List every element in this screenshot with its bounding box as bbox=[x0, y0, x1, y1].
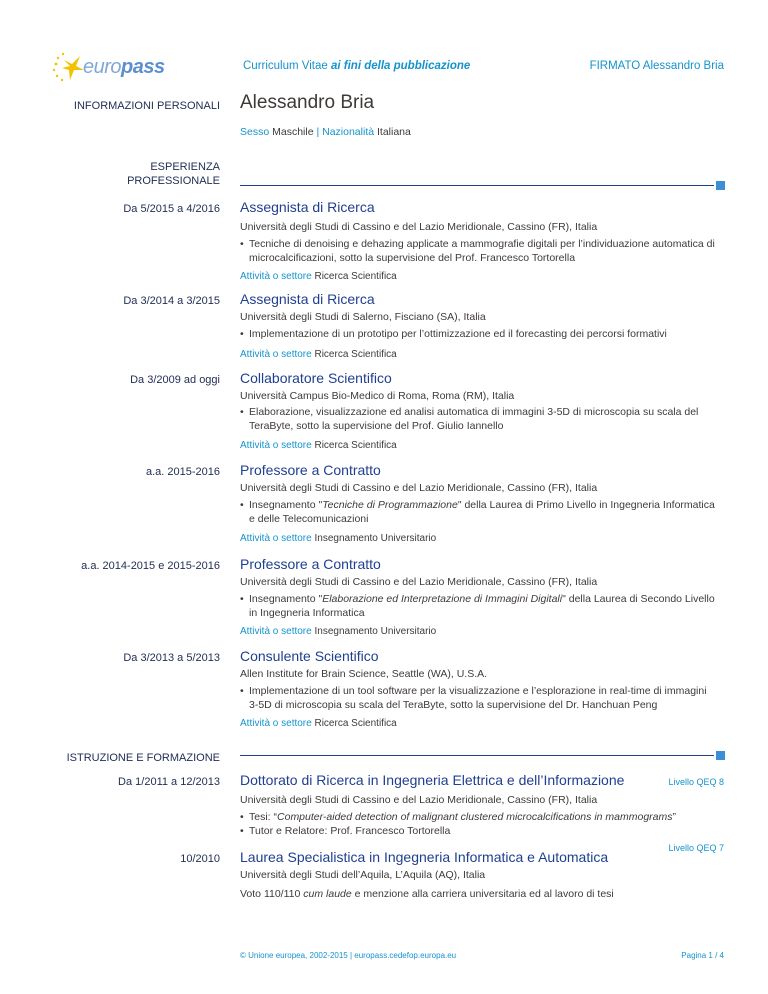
exp-date: a.a. 2014-2015 e 2015-2016 bbox=[81, 560, 220, 572]
edu-tutor: • Tutor e Relatore: Prof. Francesco Tortorella bbox=[240, 825, 733, 839]
section-experience-line2: PROFESSIONALE bbox=[127, 175, 220, 187]
nationality-value: Italiana bbox=[377, 126, 411, 138]
cv-header-label bbox=[243, 60, 470, 72]
exp-date: a.a. 2015-2016 bbox=[145, 466, 220, 478]
exp-title: Collaboratore Scientifico bbox=[240, 370, 392, 386]
exp-sector: Attività o settore Ricerca Scientifica bbox=[240, 271, 397, 282]
exp-org: Università degli Studi di Cassino e del Lazio Meridionale, Cassino (FR), Italia bbox=[240, 576, 598, 588]
footer-page-number: Pagina 1 / 4 bbox=[681, 951, 724, 960]
edu-thesis: • Tesi: “Computer-aided detection of malignant clustered microcalcifications in mammograms” bbox=[240, 811, 733, 825]
edu-level: Livello QEQ 8 bbox=[668, 777, 724, 787]
section-marker-education bbox=[716, 751, 725, 760]
section-education: ISTRUZIONE E FORMAZIONE bbox=[66, 752, 220, 764]
exp-org: Università Campus Bio-Medico di Roma, Roma (RM), Italia bbox=[240, 390, 515, 402]
exp-desc: • Elaborazione, visualizzazione ed analisi automatica di immagini 3-5D di microscopia su scala del TeraByte, sotto la supervisione del Prof. Giulio Iannello bbox=[240, 406, 733, 433]
exp-title: Assegnista di Ricerca bbox=[240, 199, 375, 215]
exp-sector: Attività o settore Ricerca Scientifica bbox=[240, 440, 397, 451]
exp-org: Università degli Studi di Cassino e del Lazio Meridionale, Cassino (FR), Italia bbox=[240, 221, 598, 233]
section-marker-experience bbox=[716, 181, 725, 190]
separator: | bbox=[316, 126, 320, 138]
section-divider-education bbox=[240, 755, 714, 756]
exp-desc: • Tecniche di denoising e dehazing applicate a mammografie digitali per l’individuazione automatica di microcalcificazioni, sotto la supervisione del Prof. Francesco Tortorella bbox=[240, 238, 733, 265]
exp-date: Da 5/2015 a 4/2016 bbox=[123, 203, 220, 215]
personal-details bbox=[240, 126, 411, 138]
exp-org: Università degli Studi di Cassino e del Lazio Meridionale, Cassino (FR), Italia bbox=[240, 482, 598, 494]
nationality-label: Nazionalità bbox=[322, 126, 375, 138]
signed-label: FIRMATO Alessandro Bria bbox=[589, 60, 724, 72]
exp-date: Da 3/2014 a 3/2015 bbox=[123, 295, 220, 307]
exp-sector: Attività o settore Ricerca Scientifica bbox=[240, 718, 397, 729]
edu-org: Università degli Studi dell’Aquila, L’Aquila (AQ), Italia bbox=[240, 869, 486, 881]
logo-text-euro: euro bbox=[83, 56, 122, 78]
exp-title: Professore a Contratto bbox=[240, 462, 381, 478]
exp-title: Assegnista di Ricerca bbox=[240, 291, 375, 307]
section-divider-experience bbox=[240, 185, 714, 186]
exp-desc: • Insegnamento "Elaborazione ed Interpretazione di Immagini Digitali" della Laurea di Secondo Livello in Ingegneria Informatica bbox=[240, 593, 733, 620]
edu-date: 10/2010 bbox=[180, 853, 220, 865]
edu-org: Università degli Studi di Cassino e del Lazio Meridionale, Cassino (FR), Italia bbox=[240, 794, 598, 806]
exp-org: Università degli Studi di Salerno, Fisciano (SA), Italia bbox=[240, 311, 486, 323]
exp-sector: Attività o settore Insegnamento Universitario bbox=[240, 626, 437, 637]
section-personal-info: INFORMAZIONI PERSONALI bbox=[73, 100, 220, 112]
edu-date: Da 1/2011 a 12/2013 bbox=[118, 776, 220, 788]
edu-title: Laurea Specialistica in Ingegneria Informatica e Automatica bbox=[240, 849, 609, 865]
sex-label: Sesso bbox=[240, 126, 270, 138]
exp-sector: Attività o settore Ricerca Scientifica bbox=[240, 349, 397, 360]
edu-level: Livello QEQ 7 bbox=[668, 843, 724, 853]
person-name: Alessandro Bria bbox=[240, 92, 375, 113]
footer-copyright: © Unione europea, 2002-2015 | europass.cedefop.europa.eu bbox=[240, 951, 457, 960]
cv-label-italic: ai fini della pubblicazione bbox=[331, 60, 471, 72]
section-experience bbox=[127, 160, 220, 188]
europass-logo bbox=[50, 50, 165, 84]
exp-desc: • Implementazione di un prototipo per l’ottimizzazione ed il forecasting dei percorsi formativi bbox=[240, 328, 733, 342]
exp-title: Professore a Contratto bbox=[240, 556, 381, 572]
exp-date: Da 3/2013 a 5/2013 bbox=[123, 652, 220, 664]
exp-title: Consulente Scientifico bbox=[240, 648, 379, 664]
logo-text-pass: pass bbox=[121, 56, 165, 78]
cv-label: Curriculum Vitae bbox=[243, 60, 328, 72]
exp-date: Da 3/2009 ad oggi bbox=[130, 374, 220, 386]
edu-title: Dottorato di Ricerca in Ingegneria Elettrica e dell’Informazione bbox=[240, 772, 625, 788]
exp-desc: • Insegnamento "Tecniche di Programmazione" della Laurea di Primo Livello in Ingegneria Informatica e delle Telecomunicazioni bbox=[240, 499, 733, 526]
exp-desc: • Implementazione di un tool software per la visualizzazione e l’esplorazione in real-time di immagini 3-5D di microscopia su scala del TeraByte, sotto la supervisione del Dr. Hanchuan Peng bbox=[240, 685, 733, 712]
section-experience-line1: ESPERIENZA bbox=[150, 161, 220, 173]
sex-value: Maschile bbox=[272, 126, 314, 138]
exp-org: Allen Institute for Brain Science, Seattle (WA), U.S.A. bbox=[240, 668, 488, 680]
edu-grade: Voto 110/110 cum laude e menzione alla carriera universitaria ed al lavoro di tesi bbox=[240, 888, 614, 900]
exp-sector: Attività o settore Insegnamento Universitario bbox=[240, 533, 437, 544]
